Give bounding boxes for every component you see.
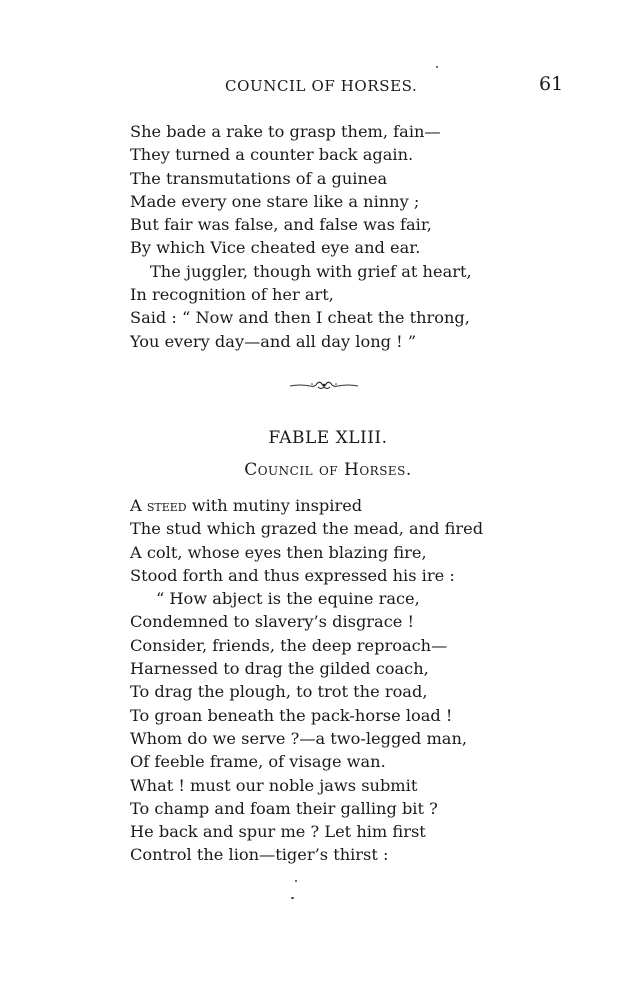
verse-line: He back and spur me ? Let him first [130,822,426,842]
verse-line: The stud which grazed the mead, and fired [130,519,484,539]
verse-line: Of feeble frame, of visage wan. [130,752,386,772]
lead-in-small-caps: A steed [130,496,187,515]
verse-line: In recognition of her art, [130,285,334,305]
verse-line: Condemned to slavery’s disgrace ! [130,612,414,632]
verse-line: Stood forth and thus expressed his ire : [130,565,455,585]
print-speck [295,880,297,882]
verse-line: To drag the plough, to trot the road, [130,682,428,702]
ornament-divider [288,378,360,392]
verse-line: Harnessed to drag the gilded coach, [130,659,429,679]
verse-line: A colt, whose eyes then blazing fire, [130,542,427,562]
verse-line: The juggler, though with grief at heart, [150,261,472,281]
verse-line: Consider, friends, the deep reproach— [130,635,448,655]
print-speck [291,897,294,899]
verse-line: To groan beneath the pack-horse load ! [130,705,453,725]
verse-line-first [130,494,600,517]
verse-line: Made every one stare like a ninny ; [130,191,420,211]
verse-line: Said : “ Now and then I cheat the throng, [130,308,470,328]
verse-line: What ! must our noble jaws submit [130,775,418,795]
verse-line: They turned a counter back again. [130,145,414,165]
print-speck [436,66,438,68]
running-head [0,73,628,101]
verse-line: “ How abject is the equine race, [156,589,420,609]
running-title: COUNCIL OF HORSES. [225,77,418,95]
verse-line: But fair was false, and false was fair, [130,215,432,235]
verse-line: Whom do we serve ?—a two-legged man, [130,728,468,748]
verse-line: By which Vice cheated eye and ear. [130,238,421,258]
page-number: 61 [539,73,564,95]
verse-line: To champ and foam their galling bit ? [130,798,438,818]
verse-line: You every day—and all day long ! ” [130,331,417,351]
verse-line: Control the lion—tiger’s thirst : [130,845,389,865]
fable-title-heading: Council of Horses. [244,460,412,480]
verse-line: The transmutations of a guinea [130,168,388,188]
first-line-rest: with mutiny inspired [186,496,363,515]
fable-number-heading: FABLE XLIII. [268,428,388,448]
verse-line: She bade a rake to grasp them, fain— [130,122,441,141]
stanza-previous-fable [130,120,600,353]
stanza-council-of-horses [130,494,600,867]
